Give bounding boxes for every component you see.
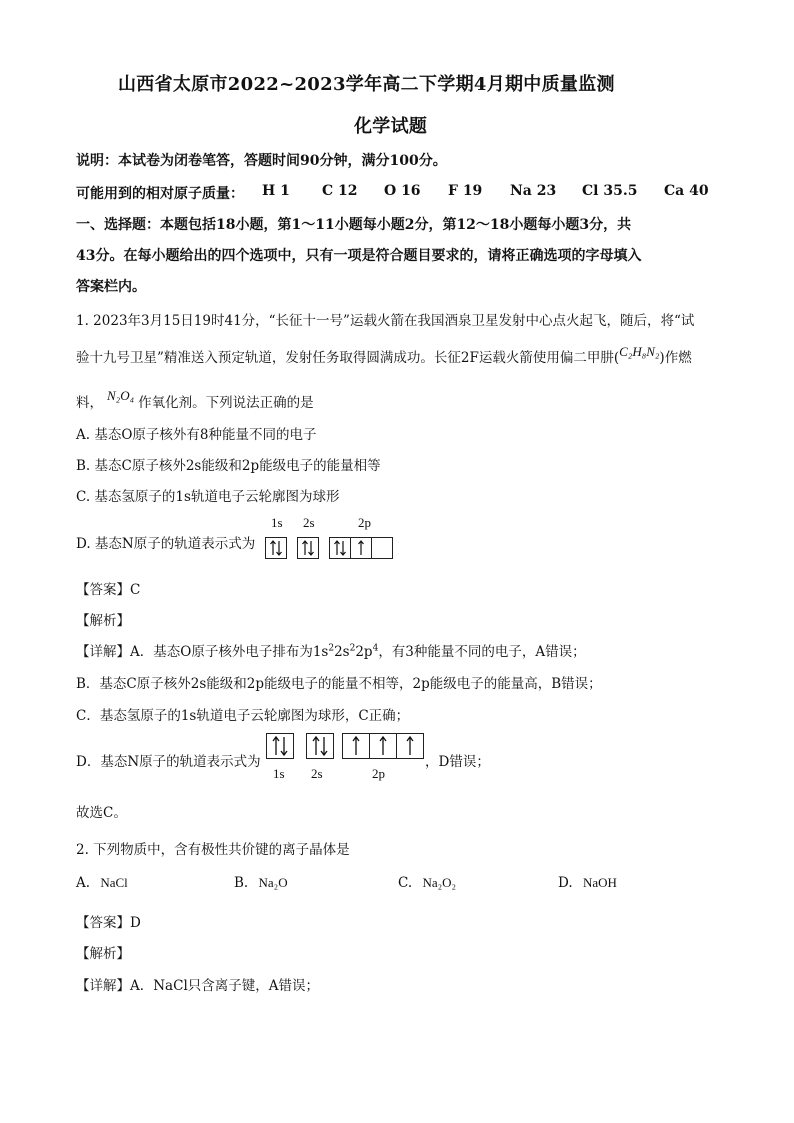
q2-stem: 2. 下列物质中，含有极性共价键的离子晶体是 — [76, 842, 350, 858]
q1-d-orbital-1s — [265, 537, 287, 559]
page-subtitle: 化学试题 — [354, 116, 428, 137]
section-instruction-2: 43分。在每小题给出的四个选项中，只有一项是符合题目要求的，请将正确选项的字母填入 — [76, 248, 642, 264]
atomic-mass-na: Na 23 — [510, 183, 557, 199]
atomic-mass-h: H 1 — [262, 183, 290, 199]
q2-option-a-letter: A. — [76, 875, 91, 891]
q1-exp-a-sup3: 4 — [372, 643, 379, 654]
q2-explanation-a — [76, 974, 319, 994]
q2-option-b — [234, 875, 288, 891]
q1-d-label-2s: 2s — [303, 515, 315, 530]
q2-option-a-text: NaCl — [100, 875, 128, 890]
q2-exp-a-text: A．NaCl只含离子键，A错误； — [130, 978, 320, 994]
q1-exp-a-2p: 2p — [355, 644, 373, 660]
q1-oxidizer-formula: N₂O₄ — [107, 388, 135, 403]
q1-exp-orbital-2s — [306, 733, 334, 759]
q1-exp-a-text: A．基态O原子核外电子排布为1s — [130, 644, 329, 660]
q1-d-orbital-2p — [329, 537, 393, 559]
q2-option-c-letter: C. — [398, 875, 413, 891]
q1-option-b: B. 基态C原子核外2s能级和2p能级电子的能量相等 — [76, 458, 381, 474]
paired-arrows-icon — [266, 538, 286, 558]
q2-option-d — [558, 875, 617, 891]
atomic-mass-c: C 12 — [322, 183, 358, 199]
q1-stem-line3-end: 作氧化剂。下列说法正确的是 — [138, 395, 314, 411]
atomic-mass-ca: Ca 40 — [664, 183, 709, 199]
q2-option-b-letter: B. — [234, 875, 249, 891]
q1-option-c: C. 基态氢原子的1s轨道电子云轮廓图为球形 — [76, 489, 340, 505]
q1-conclusion: 故选C。 — [76, 805, 127, 821]
q1-exp-label-2s: 2s — [311, 766, 323, 781]
q2-option-c-text: Na₂O₂ — [422, 875, 457, 890]
q2-answer-label: 【答案】 — [76, 915, 130, 931]
up-arrow-icon — [343, 734, 369, 758]
up-arrow-icon — [350, 538, 371, 558]
q2-detail-label: 【详解】 — [76, 978, 130, 994]
q2-analysis-label: 【解析】 — [76, 946, 130, 962]
q1-explanation-c: C．基态氢原子的1s轨道电子云轮廓图为球形，C正确； — [76, 708, 410, 724]
exam-note: 说明：本试卷为闭卷笔答，答题时间90分钟，满分100分。 — [76, 153, 447, 169]
q2-answer-value: D — [130, 915, 141, 931]
q1-exp-a-end: ，有3种能量不同的电子，A错误； — [378, 644, 586, 660]
q1-d-label-2p: 2p — [358, 515, 371, 530]
q1-explanation-a — [76, 640, 586, 660]
q2-option-d-text: NaOH — [582, 875, 617, 890]
atomic-mass-line — [76, 183, 244, 203]
q1-answer-label: 【答案】 — [76, 582, 130, 598]
atomic-mass-o: O 16 — [384, 183, 421, 199]
q1-exp-label-1s: 1s — [273, 766, 285, 781]
q1-stem-line2-end: )作燃 — [659, 350, 692, 366]
q2-option-a — [76, 875, 128, 891]
empty-orbital — [371, 538, 392, 558]
q1-exp-label-2p: 2p — [372, 766, 385, 781]
q1-d-orbital-2s — [297, 537, 319, 559]
q1-stem-line2-text: 验十九号卫星”精准送入预定轨道，发射任务取得圆满成功。长征2F运载火箭使用偏二甲肼( — [76, 350, 620, 366]
up-arrow-icon — [369, 734, 396, 758]
section-instruction-3: 答案栏内。 — [76, 279, 146, 295]
paired-arrows-icon — [307, 734, 333, 758]
q2-answer — [76, 911, 141, 931]
q1-answer-value: C — [130, 582, 141, 598]
q1-d-label-1s: 1s — [271, 515, 283, 530]
q1-analysis-label: 【解析】 — [76, 613, 130, 629]
section-instruction-1: 一、选择题：本题包括18小题，第1～11小题每小题2分，第12～18小题每小题3分，共 — [76, 217, 632, 233]
page-title: 山西省太原市2022~2023学年高二下学期4月期中质量监测 — [118, 74, 615, 95]
atomic-mass-cl: Cl 35.5 — [582, 183, 638, 199]
q2-option-d-letter: D. — [558, 875, 573, 891]
q1-explanation-d-end: ，D错误； — [425, 754, 490, 770]
q1-stem-line3-start: 料， — [76, 395, 103, 411]
paired-arrows-icon — [298, 538, 318, 558]
q1-option-d: D. 基态N原子的轨道表示式为 — [76, 536, 256, 552]
atomic-mass-f: F 19 — [448, 183, 483, 199]
q1-answer — [76, 578, 140, 598]
q2-option-b-text: Na₂O — [258, 875, 288, 890]
q1-stem-line1: 1. 2023年3月15日19时41分，“长征十一号”运载火箭在我国酒泉卫星发射中心点火起飞，随后，将“试 — [76, 313, 695, 329]
q1-exp-a-sup2: 2 — [349, 643, 356, 654]
q1-option-a: A. 基态O原子核外有8种能量不同的电子 — [76, 427, 317, 443]
q1-exp-orbital-2p — [342, 733, 424, 759]
q1-stem-line3 — [76, 388, 314, 411]
q1-exp-orbital-1s — [266, 733, 294, 759]
q1-detail-label: 【详解】 — [76, 644, 130, 660]
q2-option-c — [398, 875, 456, 891]
up-arrow-icon — [396, 734, 423, 758]
q1-exp-a-2s: 2s — [334, 644, 350, 660]
paired-arrows-icon — [330, 538, 350, 558]
q1-explanation-d-start: D．基态N原子的轨道表示式为 — [76, 754, 261, 770]
q1-exp-a-sup1: 2 — [328, 643, 335, 654]
q1-fuel-formula: C₂H₈N₂ — [619, 344, 660, 359]
q1-explanation-b: B．基态C原子核外2s能级和2p能级电子的能量不相等，2p能级电子的能量高，B错误； — [76, 676, 602, 692]
q1-stem-line2 — [76, 346, 692, 366]
atomic-mass-label: 可能用到的相对原子质量： — [76, 186, 244, 202]
paired-arrows-icon — [267, 734, 293, 758]
